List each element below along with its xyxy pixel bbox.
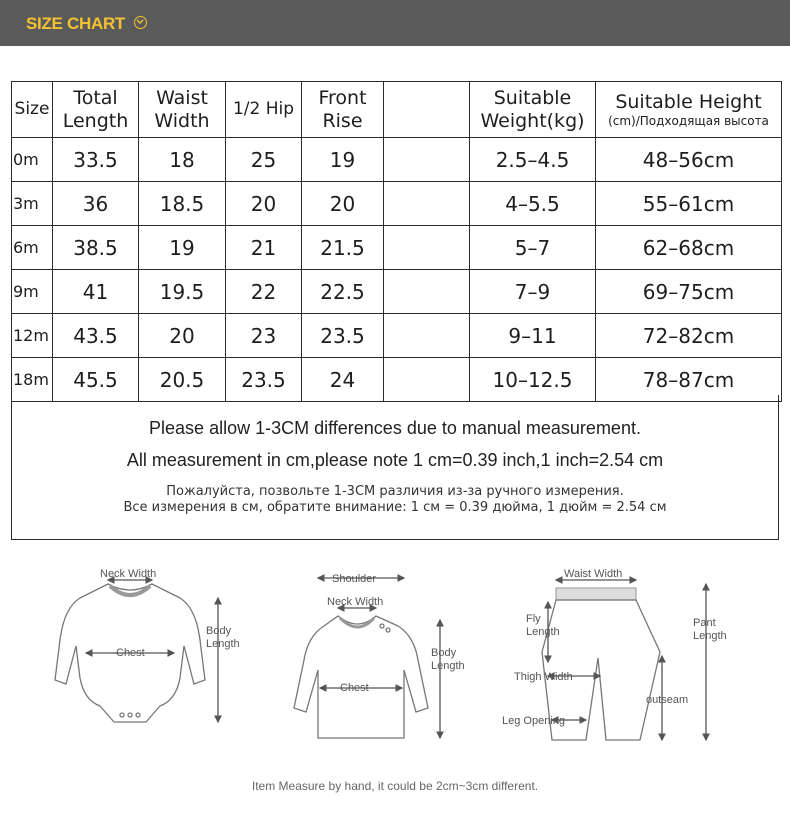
bodysuit-snap bbox=[120, 713, 124, 717]
header-height-line2: (cm)/Подходящая высота bbox=[608, 114, 769, 128]
cell-weight: 5–7 bbox=[470, 226, 596, 270]
note-manual-measurement-ru: Пожалуйста, позвольте 1-3CM различия из-за ручного измерения. bbox=[166, 484, 624, 499]
cell-size: 12m bbox=[12, 314, 53, 358]
pants-fly-label-1: Fly bbox=[526, 613, 541, 625]
cell-blank bbox=[384, 138, 470, 182]
cell-half-hip: 25 bbox=[226, 138, 302, 182]
cell-total-length: 41 bbox=[53, 270, 139, 314]
pants-outseam-label: outseam bbox=[646, 694, 689, 706]
cell-weight: 9–11 bbox=[470, 314, 596, 358]
pants-waist-label: Waist Width bbox=[564, 568, 623, 580]
cell-front-rise: 24 bbox=[302, 358, 384, 402]
bodysuit-chest-label: Chest bbox=[116, 647, 145, 659]
cell-size: 6m bbox=[12, 226, 53, 270]
pants-diagram bbox=[542, 580, 706, 740]
cell-total-length: 36 bbox=[53, 182, 139, 226]
cell-blank bbox=[384, 314, 470, 358]
page-title: SIZE CHART bbox=[26, 14, 126, 33]
cell-half-hip: 22 bbox=[226, 270, 302, 314]
pants-pant-label-1: Pant bbox=[693, 617, 716, 629]
header-blank bbox=[384, 82, 470, 138]
header-weight bbox=[470, 82, 596, 138]
top-neck-label: Neck Width bbox=[327, 596, 384, 608]
cell-waist-width: 18 bbox=[139, 138, 226, 182]
bodysuit-body-label-2: Length bbox=[206, 638, 240, 650]
cell-half-hip: 21 bbox=[226, 226, 302, 270]
table-row bbox=[12, 314, 782, 358]
cell-weight: 4–5.5 bbox=[470, 182, 596, 226]
cell-weight: 7–9 bbox=[470, 270, 596, 314]
cell-blank bbox=[384, 270, 470, 314]
header-height bbox=[596, 82, 782, 138]
cell-waist-width: 18.5 bbox=[139, 182, 226, 226]
cell-front-rise: 21.5 bbox=[302, 226, 384, 270]
cell-size: 3m bbox=[12, 182, 53, 226]
cell-height: 48–56cm bbox=[596, 138, 782, 182]
cell-height: 55–61cm bbox=[596, 182, 782, 226]
bodysuit-body-label-1: Body bbox=[206, 625, 232, 637]
measurement-diagrams bbox=[0, 560, 790, 760]
header-half-hip: 1/2 Hip bbox=[226, 82, 302, 138]
chevron-down-circle-icon[interactable] bbox=[134, 16, 147, 29]
note-unit-conversion: All measurement in cm,please note 1 cm=0.39 inch,1 inch=2.54 cm bbox=[126, 450, 664, 470]
header-front-rise-line2: Rise bbox=[322, 109, 363, 132]
top-body-label-2: Length bbox=[431, 660, 465, 672]
note-manual-measurement: Please allow 1-3CM differences due to manual measurement. bbox=[149, 418, 641, 438]
top-body-label-1: Body bbox=[431, 647, 457, 659]
cell-half-hip: 23 bbox=[226, 314, 302, 358]
size-table bbox=[11, 81, 782, 402]
cell-total-length: 38.5 bbox=[53, 226, 139, 270]
header-height-line1: Suitable Height bbox=[615, 91, 762, 113]
header-weight-line1: Suitable bbox=[493, 86, 572, 109]
cell-size: 18m bbox=[12, 358, 53, 402]
table-row bbox=[12, 226, 782, 270]
cell-front-rise: 23.5 bbox=[302, 314, 384, 358]
header-waist-width-line1: Waist bbox=[156, 86, 208, 109]
cell-waist-width: 19 bbox=[139, 226, 226, 270]
cell-front-rise: 20 bbox=[302, 182, 384, 226]
cell-size: 0m bbox=[12, 138, 53, 182]
top-shoulder-label: Shoulder bbox=[332, 573, 377, 585]
header-front-rise-line1: Front bbox=[318, 86, 367, 109]
header-total-length bbox=[53, 82, 139, 138]
cell-weight: 10–12.5 bbox=[470, 358, 596, 402]
header-weight-line2: Weight(kg) bbox=[480, 109, 585, 132]
cell-height: 78–87cm bbox=[596, 358, 782, 402]
footer-note: Item Measure by hand, it could be 2cm~3cm different. bbox=[251, 779, 539, 793]
cell-height: 62–68cm bbox=[596, 226, 782, 270]
pants-fly-label-2: Length bbox=[526, 626, 560, 638]
cell-waist-width: 20.5 bbox=[139, 358, 226, 402]
table-row bbox=[12, 182, 782, 226]
table-row bbox=[12, 138, 782, 182]
top-chest-label: Chest bbox=[340, 682, 369, 694]
cell-height: 72–82cm bbox=[596, 314, 782, 358]
top-outline bbox=[294, 616, 428, 738]
cell-blank bbox=[384, 182, 470, 226]
header-waist-width-line2: Width bbox=[154, 109, 210, 132]
cell-total-length: 33.5 bbox=[53, 138, 139, 182]
cell-blank bbox=[384, 226, 470, 270]
cell-height: 69–75cm bbox=[596, 270, 782, 314]
table-header-row bbox=[12, 82, 782, 138]
cell-waist-width: 19.5 bbox=[139, 270, 226, 314]
diagrams-svg bbox=[0, 560, 790, 760]
pants-waistband bbox=[556, 588, 636, 600]
header-total-length-line2: Length bbox=[62, 109, 129, 132]
cell-total-length: 45.5 bbox=[53, 358, 139, 402]
table-row bbox=[12, 270, 782, 314]
cell-total-length: 43.5 bbox=[53, 314, 139, 358]
cell-front-rise: 19 bbox=[302, 138, 384, 182]
header-bar bbox=[0, 0, 790, 46]
header-total-length-line1: Total bbox=[73, 86, 118, 109]
pants-leg-label: Leg Opening bbox=[502, 715, 565, 727]
header-waist-width bbox=[139, 82, 226, 138]
top-collar bbox=[340, 618, 374, 627]
pants-pant-label-2: Length bbox=[693, 630, 727, 642]
header-front-rise bbox=[302, 82, 384, 138]
pants-thigh-label: Thigh Width bbox=[514, 671, 573, 683]
notes-box bbox=[11, 395, 779, 540]
cell-half-hip: 23.5 bbox=[226, 358, 302, 402]
note-unit-conversion-ru: Все измерения в см, обратите внимание: 1 см = 0.39 дюйма, 1 дюйм = 2.54 см bbox=[123, 500, 667, 515]
cell-waist-width: 20 bbox=[139, 314, 226, 358]
cell-half-hip: 20 bbox=[226, 182, 302, 226]
cell-weight: 2.5–4.5 bbox=[470, 138, 596, 182]
cell-size: 9m bbox=[12, 270, 53, 314]
cell-front-rise: 22.5 bbox=[302, 270, 384, 314]
header-size: Size bbox=[12, 82, 53, 138]
bodysuit-neck-label: Neck Width bbox=[100, 568, 157, 580]
